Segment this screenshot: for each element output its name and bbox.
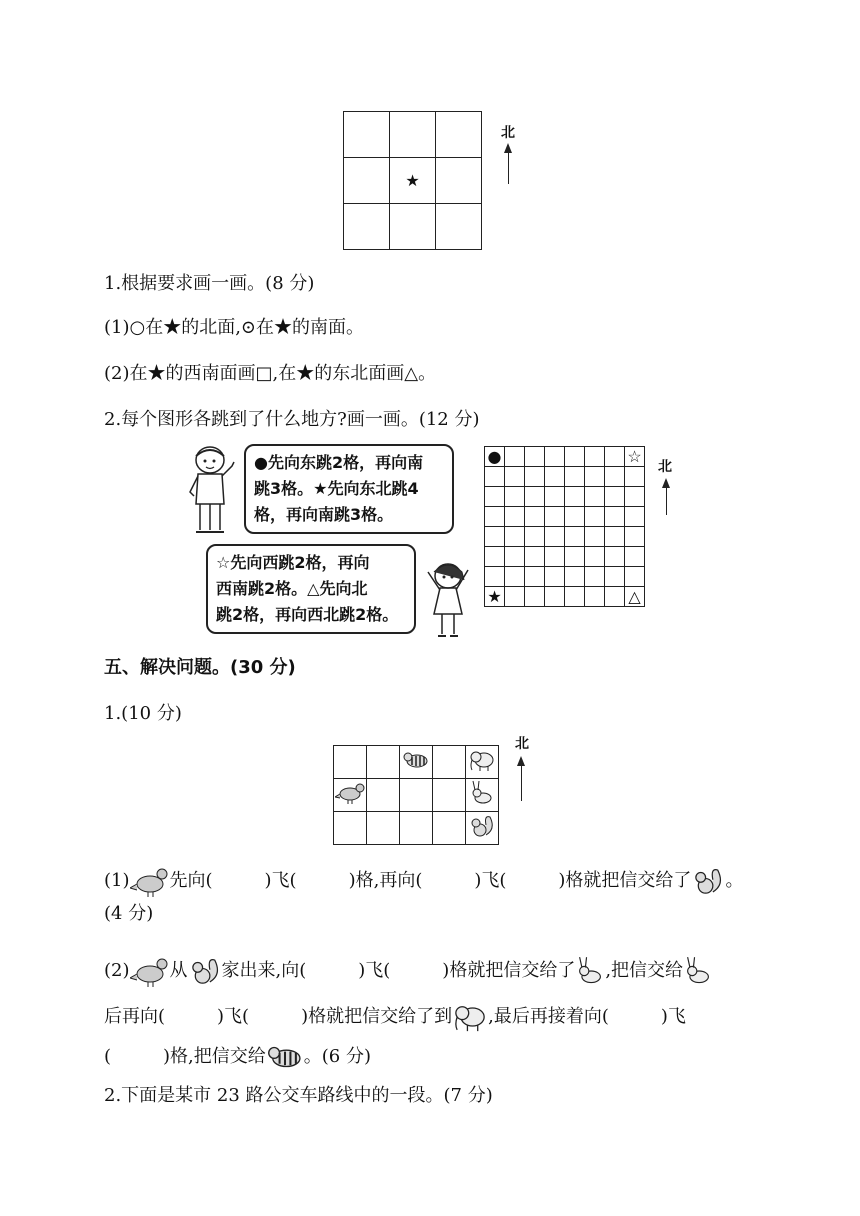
grid-cell-top-left <box>485 447 505 467</box>
p2-text: )飞 <box>660 1006 686 1027</box>
grid-3x3 <box>343 111 482 250</box>
q1-line2: (2)在★的西南面画□,在★的东北面画△。 <box>104 363 437 384</box>
squirrel-icon <box>188 955 222 987</box>
squirrel-icon <box>468 813 496 839</box>
p1-text: )格,再向( <box>348 870 423 891</box>
p2-text: ( <box>104 1046 112 1067</box>
star-mark: ★ <box>405 171 420 190</box>
p1-text: 先向( <box>169 870 213 891</box>
p2-text: )格就把信交给了 <box>442 960 576 981</box>
pigeon-icon <box>130 864 170 898</box>
tiger-icon <box>402 749 430 771</box>
p1-text: )格就把信交给了 <box>558 870 692 891</box>
dot-mark: ● <box>487 447 502 466</box>
rabbit-icon <box>575 954 605 988</box>
p2-label: (2) <box>104 960 130 981</box>
q2-title: 2.每个图形各跳到了什么地方?画一画。(12 分) <box>104 409 480 430</box>
rabbit-icon <box>683 954 713 988</box>
pigeon-icon <box>130 954 170 988</box>
p2-text: )格,把信交给 <box>163 1046 266 1067</box>
p2-text: ,把信交给 <box>605 960 684 981</box>
tiger-cell <box>400 746 433 779</box>
p2-text: ,最后再接着向( <box>488 1006 609 1027</box>
p1-text: )飞( <box>264 870 297 891</box>
elephant-icon <box>452 1000 488 1034</box>
north-label: 北 <box>501 125 515 141</box>
grid-cell-top-right <box>625 447 645 467</box>
bubble2-line: 跳2格，再向西北跳2格。 <box>216 605 399 624</box>
elephant-cell <box>466 746 499 779</box>
rabbit-icon <box>469 780 495 806</box>
star-mark: ★ <box>487 587 502 606</box>
north-label: 北 <box>658 459 672 475</box>
elephant-icon <box>468 748 496 772</box>
hollow-star-mark: ☆ <box>627 447 642 466</box>
p1-label: (1) <box>104 870 130 891</box>
bubble2-line: ☆先向西跳2格，再向 <box>216 553 370 572</box>
speech-bubble-2 <box>206 544 416 634</box>
triangle-mark: △ <box>628 587 641 606</box>
pigeon-cell <box>334 779 367 812</box>
p2-text: 从 <box>169 960 188 981</box>
boy-figure-icon <box>180 444 238 536</box>
p1-score: (4 分) <box>104 903 154 924</box>
p2-text: )飞( <box>358 960 391 981</box>
girl-figure-icon <box>420 558 476 640</box>
section5-p2-line2 <box>104 1000 686 1034</box>
speech-bubble-1 <box>244 444 454 534</box>
section5-q2-title: 2.下面是某市 23 路公交车路线中的一段。(7 分) <box>104 1085 493 1106</box>
section5-p2-line1 <box>104 954 713 988</box>
q1-line1: (1)○在★的北面,⊙在★的南面。 <box>104 317 365 338</box>
tiger-icon <box>266 1042 304 1072</box>
p2-text: 后再向( <box>104 1006 166 1027</box>
bubble1-line: 跳3格。★先向东北跳4 <box>254 479 419 498</box>
pigeon-icon <box>335 781 365 805</box>
section5-title: 五、解决问题。(30 分) <box>104 657 296 678</box>
p2-text: )飞( <box>217 1006 250 1027</box>
north-label: 北 <box>515 736 529 752</box>
grid-8x8 <box>484 446 645 607</box>
bubble1-line: 格，再向南跳3格。 <box>254 505 394 524</box>
rabbit-cell <box>466 779 499 812</box>
section5-p1-line <box>104 864 743 898</box>
p2-text: 。(6 分) <box>303 1046 371 1067</box>
animal-grid <box>333 745 499 845</box>
p2-text: 家出来,向( <box>221 960 307 981</box>
section5-p2-line3 <box>104 1042 371 1072</box>
bubble2-line: 西南跳2格。△先向北 <box>216 579 368 598</box>
p1-text: )飞( <box>474 870 507 891</box>
p2-text: )格就把信交给了到 <box>301 1006 453 1027</box>
squirrel-icon <box>691 865 725 897</box>
p1-text: 。 <box>725 870 744 891</box>
q1-title: 1.根据要求画一画。(8 分) <box>104 273 315 294</box>
section5-q1-title: 1.(10 分) <box>104 703 182 724</box>
bubble1-line: ●先向东跳2格，再向南 <box>254 453 424 472</box>
squirrel-cell <box>466 812 499 845</box>
